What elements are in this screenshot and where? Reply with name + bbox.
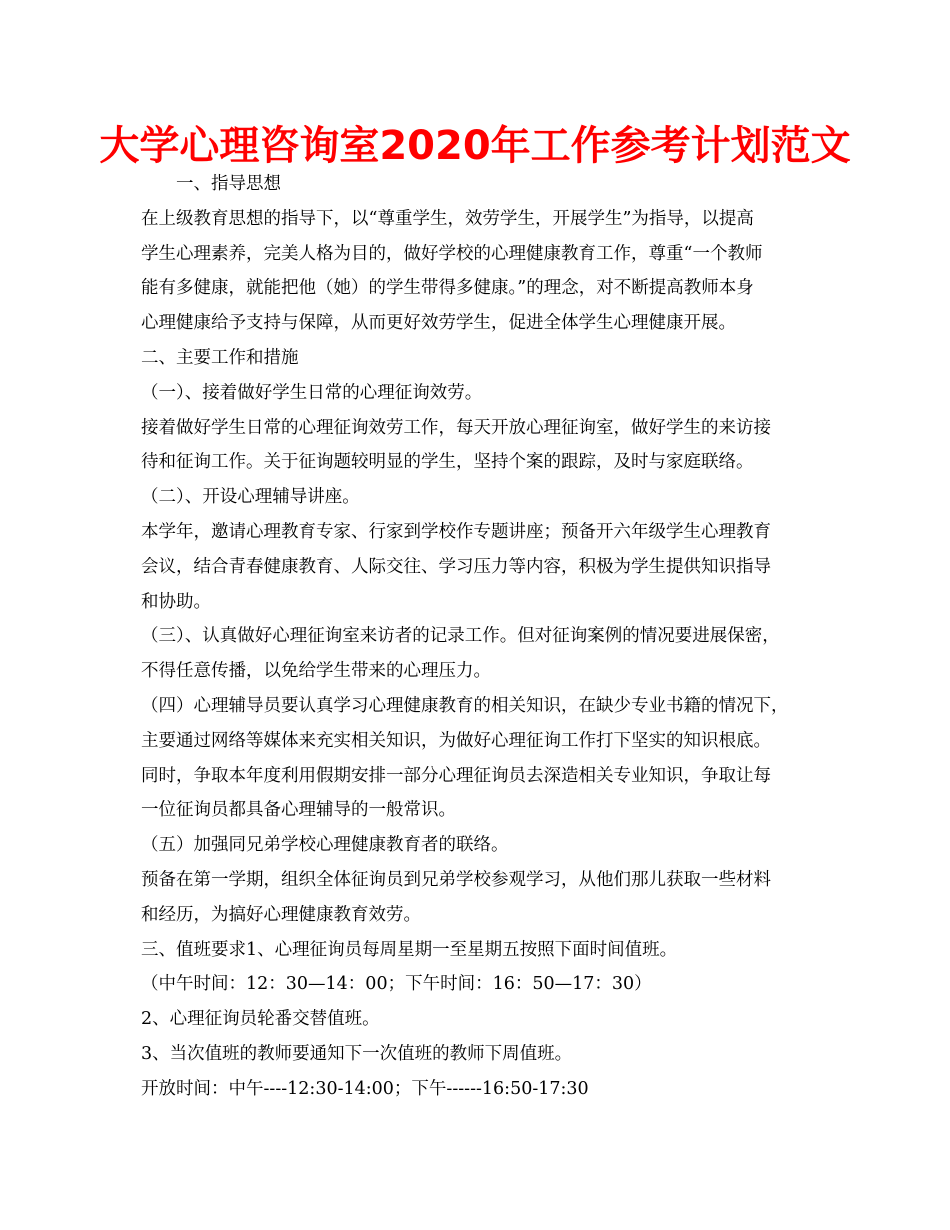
paragraph-line: 接着做好学生日常的心理征询效劳工作，每天开放心理征询室，做好学生的来访接 xyxy=(141,417,771,438)
paragraph-line: 能有多健康，就能把他（她）的学生带得多健康。”的理念，对不断提高教师本身 xyxy=(141,278,754,299)
opening-hours-line: 开放时间：中午----12:30-14:00；下午------16:50-17:30 xyxy=(141,1078,589,1099)
paragraph-line: 同时，争取本年度利用假期安排一部分心理征询员去深造相关专业知识，争取让每 xyxy=(141,765,771,786)
paragraph-line: 和协助。 xyxy=(141,591,211,612)
paragraph-line: 心理健康给予支持与保障，从而更好效劳学生，促进全体学生心理健康开展。 xyxy=(141,313,736,334)
document-body xyxy=(141,167,825,1107)
paragraph-line: （中午时间：12：30—14：00；下午时间：16：50—17：30） xyxy=(141,974,652,995)
section-heading-main-work: 二、主要工作和措施 xyxy=(141,347,299,368)
paragraph-line: 本学年，邀请心理教育专家、行家到学校作专题讲座；预备开六年级学生心理教育 xyxy=(141,521,771,542)
section-heading-guiding-ideas: 一、指导思想 xyxy=(176,174,281,194)
section-heading-duty-requirements: 三、值班要求1、心理征询员每周星期一至星期五按照下面时间值班。 xyxy=(141,939,678,960)
paragraph-line: 3、当次值班的教师要通知下一次值班的教师下周值班。 xyxy=(141,1043,573,1064)
document-title: 大学心理咨询室2020年工作参考计划范文 xyxy=(99,123,851,169)
subheading-line: （三）、认真做好心理征询室来访者的记录工作。但对征询案例的情况要进展保密， xyxy=(141,626,780,647)
paragraph-line: 待和征询工作。关于征询题较明显的学生，坚持个案的跟踪，及时与家庭联络。 xyxy=(141,452,754,473)
paragraph-line: 不得任意传播，以免给学生带来的心理压力。 xyxy=(141,661,491,682)
subheading-line: （四）心理辅导员要认真学习心理健康教育的相关知识，在缺少专业书籍的情况下， xyxy=(141,695,789,716)
paragraph-line: 和经历，为搞好心理健康教育效劳。 xyxy=(141,904,421,925)
subheading-line: （一）、接着做好学生日常的心理征询效劳。 xyxy=(141,382,483,403)
subheading-line: （二）、开设心理辅导讲座。 xyxy=(141,487,360,508)
paragraph-line: 学生心理素养，完美人格为目的，做好学校的心理健康教育工作，尊重“一个教师 xyxy=(141,243,763,264)
paragraph-line: 会议，结合青春健康教育、人际交往、学习压力等内容，积极为学生提供知识指导 xyxy=(141,556,771,577)
paragraph-line: 预备在第一学期，组织全体征询员到兄弟学校参观学习，从他们那儿获取一些材料 xyxy=(141,869,771,890)
paragraph-line: 一位征询员都具备心理辅导的一般常识。 xyxy=(141,800,456,821)
paragraph-line: 2、心理征询员轮番交替值班。 xyxy=(141,1009,380,1030)
subheading-line: （五）加强同兄弟学校心理健康教育者的联络。 xyxy=(141,835,509,856)
paragraph-line: 在上级教育思想的指导下，以“尊重学生，效劳学生，开展学生”为指导，以提高 xyxy=(141,208,754,229)
paragraph-line: 主要通过网络等媒体来充实相关知识，为做好心理征询工作打下坚实的知识根底。 xyxy=(141,730,771,751)
